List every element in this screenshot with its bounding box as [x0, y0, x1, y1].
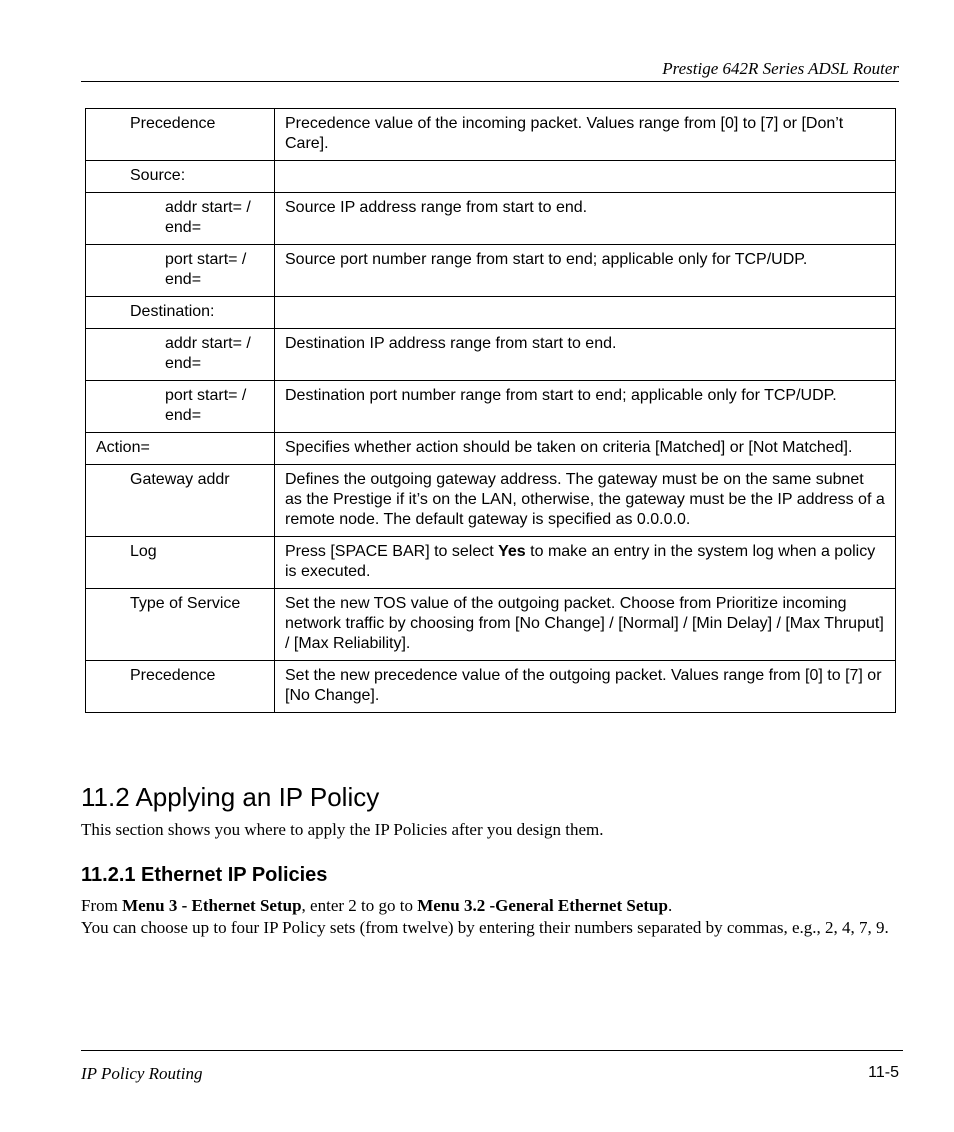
field-description: Defines the outgoing gateway address. The gateway must be on the same subnet as the Prestige if it’s on the LAN, otherwise, the gateway must be the IP address of a remote node. The default gateway is specified as 0.0.0.0.: [275, 465, 896, 537]
field-name: addr start= / end=: [86, 193, 275, 245]
table-row: [86, 537, 896, 589]
body-text: , enter 2 to go to: [301, 896, 418, 915]
field-name: addr start= / end=: [86, 329, 275, 381]
section-title: 11.2 Applying an IP Policy: [81, 782, 380, 812]
field-description: Precedence value of the incoming packet. Values range from [0] to [7] or [Don’t Care].: [275, 109, 896, 161]
menu-reference: Menu 3.2 -General Ethernet Setup: [417, 896, 668, 915]
parameters-table: [85, 108, 896, 713]
subsection-body: [81, 895, 901, 939]
field-name: Type of Service: [86, 589, 275, 661]
field-name: Precedence: [86, 661, 275, 713]
body-text: .: [667, 896, 673, 915]
field-name: Precedence: [86, 109, 275, 161]
field-description: Set the new TOS value of the outgoing packet. Choose from Prioritize incoming network traffic by choosing from [No Change] / [Normal] / [Min Delay] / [Max Thruput] / [Max Reliability].: [275, 589, 896, 661]
desc-bold: Yes: [498, 543, 526, 560]
footer-rule: [81, 1050, 903, 1051]
field-name: port start= / end=: [86, 245, 275, 297]
field-name: Source:: [86, 161, 275, 193]
section-intro: This section shows you where to apply the IP Policies after you design them.: [81, 820, 604, 839]
field-name: Gateway addr: [86, 465, 275, 537]
field-description: [275, 537, 896, 589]
table-row: [86, 661, 896, 713]
field-name: Action=: [86, 433, 275, 465]
field-description: Source port number range from start to end; applicable only for TCP/UDP.: [275, 245, 896, 297]
field-description: [275, 161, 896, 193]
field-name: port start= / end=: [86, 381, 275, 433]
desc-text: to make an entry in the system log when a policy is executed.: [285, 543, 876, 580]
field-description: [275, 297, 896, 329]
header-rule: [81, 81, 899, 82]
field-description: Set the new precedence value of the outgoing packet. Values range from [0] to [7] or [No Change].: [275, 661, 896, 713]
field-description: Destination port number range from start to end; applicable only for TCP/UDP.: [275, 381, 896, 433]
menu-reference: Menu 3 - Ethernet Setup: [122, 896, 302, 915]
body-text: From: [81, 896, 123, 915]
field-description: Source IP address range from start to end.: [275, 193, 896, 245]
subsection-title: 11.2.1 Ethernet IP Policies: [81, 864, 328, 886]
table-row: [86, 109, 896, 161]
field-description: Specifies whether action should be taken on criteria [Matched] or [Not Matched].: [275, 433, 896, 465]
table-row: [86, 433, 896, 465]
table-row: [86, 465, 896, 537]
table-row: [86, 297, 896, 329]
table-row: [86, 381, 896, 433]
field-name: Destination:: [86, 297, 275, 329]
field-name: Log: [86, 537, 275, 589]
table-row: [86, 161, 896, 193]
page-number: 11-5: [868, 1064, 899, 1081]
body-text: You can choose up to four IP Policy sets (from twelve) by entering their numbers separated by commas, e.g., 2, 4, 7, 9.: [81, 918, 889, 937]
table-row: [86, 329, 896, 381]
page-header-title: Prestige 642R Series ADSL Router: [662, 59, 899, 78]
table-row: [86, 245, 896, 297]
table-row: [86, 589, 896, 661]
table-row: [86, 193, 896, 245]
desc-text: Press [SPACE BAR] to select: [285, 543, 499, 560]
field-description: Destination IP address range from start to end.: [275, 329, 896, 381]
footer-chapter: IP Policy Routing: [81, 1064, 203, 1083]
